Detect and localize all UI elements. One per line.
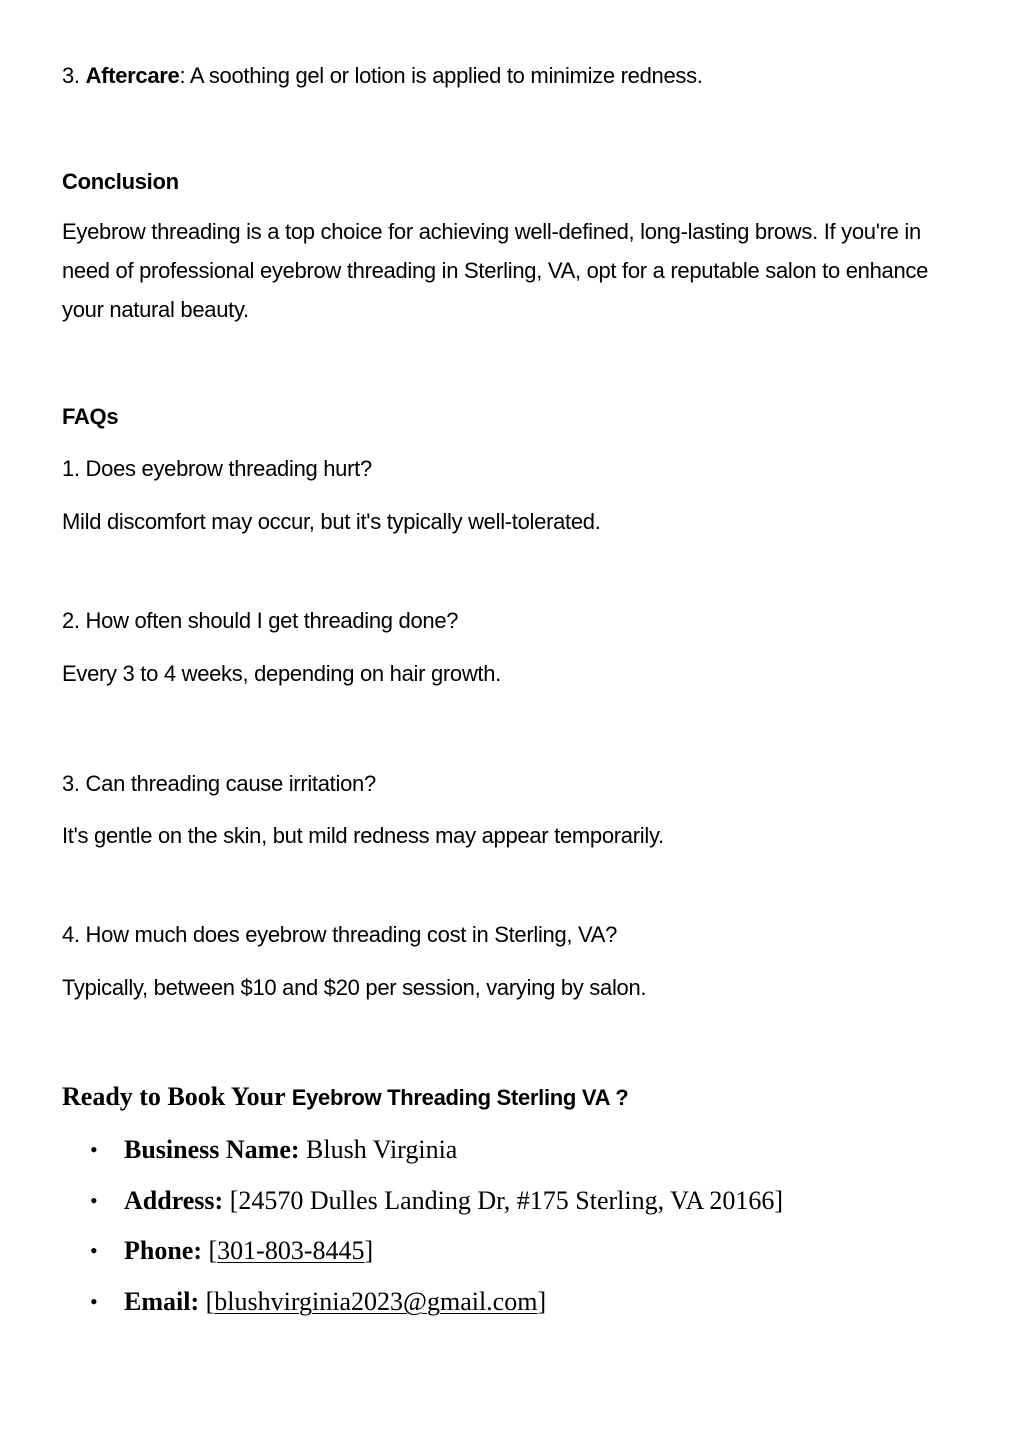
booking-heading xyxy=(62,1082,628,1112)
faq-answer-3: It's gentle on the skin, but mild redness may appear temporarily. xyxy=(62,823,664,848)
faq-question-4: 4. How much does eyebrow threading cost in Sterling, VA? xyxy=(62,922,618,947)
address-label: Address: xyxy=(124,1185,224,1215)
faq-question-2: 2. How often should I get threading done? xyxy=(62,608,459,633)
faqs-heading: FAQs xyxy=(62,404,119,429)
phone-link[interactable]: 301-803-8445 xyxy=(217,1236,365,1265)
business-label: Business Name: xyxy=(124,1135,300,1164)
conclusion-paragraph: Eyebrow threading is a top choice for achieving well-defined, long-lasting brows. If you're in need of professional eyebrow threading in Sterling, VA, opt for a reputable salon to enhance your natural beauty. xyxy=(62,219,929,322)
faq-answer-1: Mild discomfort may occur, but it's typically well-tolerated. xyxy=(62,509,601,534)
phone-bracket-close: ] xyxy=(364,1236,374,1265)
bullet-icon: • xyxy=(90,1137,98,1162)
email-bracket-open: [ xyxy=(199,1286,215,1316)
booking-heading-serif: Ready to Book Your xyxy=(62,1082,292,1111)
faq-answer-4: Typically, between $10 and $20 per session, varying by salon. xyxy=(62,975,647,1000)
phone-label: Phone: xyxy=(124,1236,202,1265)
bullet-icon: • xyxy=(90,1187,98,1213)
faq-question-1: 1. Does eyebrow threading hurt? xyxy=(62,456,372,481)
address-value: [24570 Dulles Landing Dr, #175 Sterling, VA 20166] xyxy=(223,1185,784,1215)
email-bracket-close: ] xyxy=(537,1286,547,1316)
faq-question-3: 3. Can threading cause irritation? xyxy=(62,771,376,796)
aftercare-number: 3. xyxy=(62,63,80,88)
conclusion-heading: Conclusion xyxy=(62,169,179,194)
phone-bracket-open: [ xyxy=(202,1236,218,1265)
booking-heading-sans: Eyebrow Threading Sterling VA ? xyxy=(291,1085,629,1110)
aftercare-label: Aftercare xyxy=(85,63,180,88)
aftercare-text: : A soothing gel or lotion is applied to minimize redness. xyxy=(179,63,703,88)
aftercare-step xyxy=(62,63,703,89)
bullet-icon: • xyxy=(90,1288,98,1314)
email-link[interactable]: blushvirginia2023@gmail.com xyxy=(214,1286,538,1316)
bullet-icon: • xyxy=(90,1238,98,1263)
business-value: Blush Virginia xyxy=(299,1135,458,1164)
faq-answer-2: Every 3 to 4 weeks, depending on hair growth. xyxy=(62,661,501,686)
email-label: Email: xyxy=(124,1286,200,1316)
